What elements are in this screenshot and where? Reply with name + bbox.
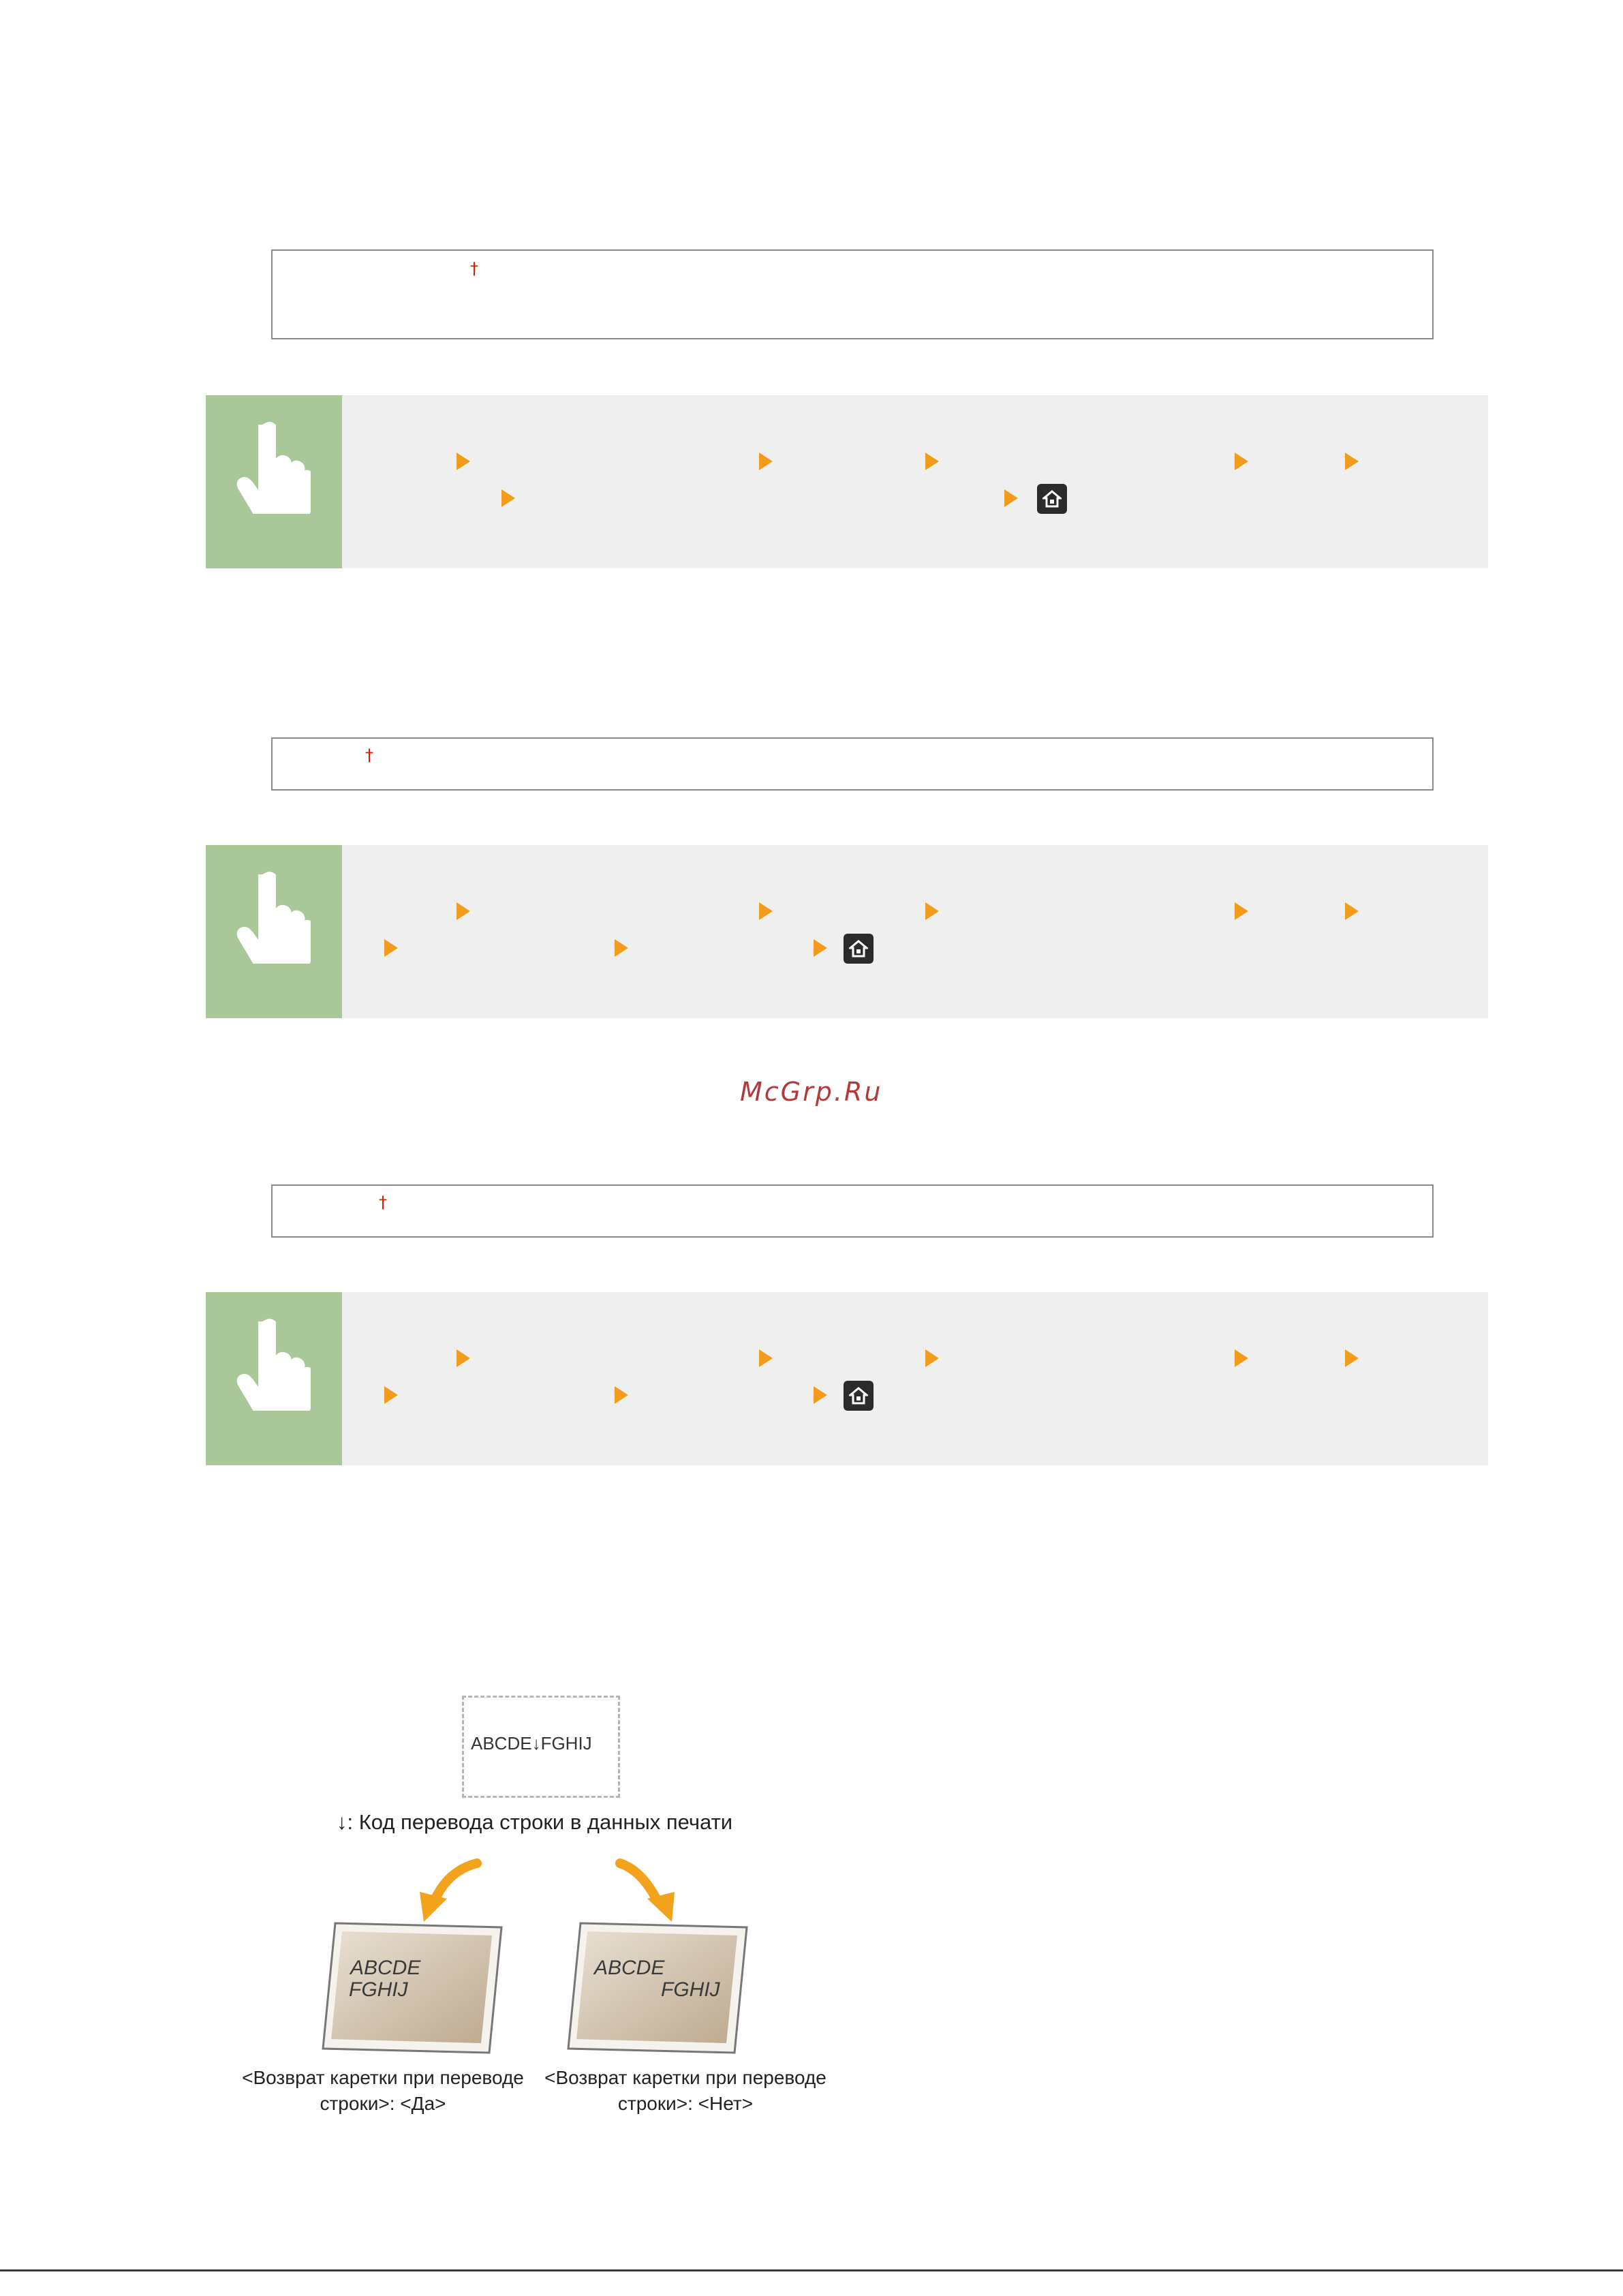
caption-line-1: <Возврат каретки при переводе [242, 2067, 524, 2088]
step-arrow [814, 1386, 827, 1404]
caption-cr-no [542, 2065, 829, 2117]
step-arrow [457, 1349, 470, 1367]
curved-arrow-right-icon [613, 1856, 688, 1925]
step-arrow [814, 939, 827, 957]
pointing-hand-icon [236, 1315, 311, 1411]
step-arrow [759, 453, 773, 470]
step-arrow [457, 902, 470, 920]
steps-panel-1 [206, 395, 1488, 568]
footer-rule [0, 2269, 1623, 2271]
sheet-line-1: ABCDE [594, 1957, 665, 1979]
paper-sheet-cr-yes [320, 1920, 504, 2055]
steps-panel-3 [206, 1292, 1488, 1465]
home-key-icon[interactable] [844, 1381, 874, 1411]
step-arrow [384, 939, 398, 957]
step-arrow [1345, 902, 1359, 920]
home-key-icon[interactable] [1037, 484, 1067, 514]
default-mark: † [470, 259, 478, 278]
step-arrow [925, 902, 939, 920]
pointing-hand-icon [236, 868, 311, 964]
step-arrow [615, 1386, 628, 1404]
step-arrow [1345, 1349, 1359, 1367]
step-arrow [759, 1349, 773, 1367]
pointing-hand-icon [236, 418, 311, 514]
default-mark: † [365, 746, 373, 765]
default-mark: † [379, 1193, 387, 1212]
hand-tile [206, 845, 342, 1018]
sheet-line-1: ABCDE [350, 1957, 421, 1979]
steps-panel-2 [206, 845, 1488, 1018]
caption-cr-yes [240, 2065, 526, 2117]
step-arrow [1004, 489, 1018, 507]
step-arrow [501, 489, 515, 507]
hand-tile [206, 395, 342, 568]
caption-line-2: строки>: <Да> [320, 2093, 446, 2114]
step-arrow [457, 453, 470, 470]
line-feed-legend: ↓: Код перевода строки в данных печати [337, 1810, 733, 1834]
home-key-icon[interactable] [844, 934, 874, 964]
paper-sheet-cr-no [566, 1920, 749, 2055]
caption-line-2: строки>: <Нет> [617, 2093, 754, 2114]
step-arrow [1345, 453, 1359, 470]
caption-line-1: <Возврат каретки при переводе [544, 2067, 826, 2088]
step-arrow [925, 1349, 939, 1367]
watermark: McGrp.Ru [740, 1077, 883, 1107]
hand-tile [206, 1292, 342, 1465]
step-arrow [759, 902, 773, 920]
step-arrow [615, 939, 628, 957]
sheet-line-2: FGHIJ [661, 1978, 720, 2001]
step-arrow [925, 453, 939, 470]
sheet-line-2: FGHIJ [349, 1978, 408, 2001]
curved-arrow-left-icon [409, 1856, 484, 1925]
option-box-2 [271, 737, 1434, 791]
step-arrow [1235, 453, 1248, 470]
step-arrow [384, 1386, 398, 1404]
step-arrow [1235, 902, 1248, 920]
print-data-text: ABCDE↓FGHIJ [471, 1733, 592, 1754]
step-arrow [1235, 1349, 1248, 1367]
print-data-sample [462, 1696, 620, 1798]
option-box-1 [271, 249, 1434, 339]
option-box-3 [271, 1184, 1434, 1238]
